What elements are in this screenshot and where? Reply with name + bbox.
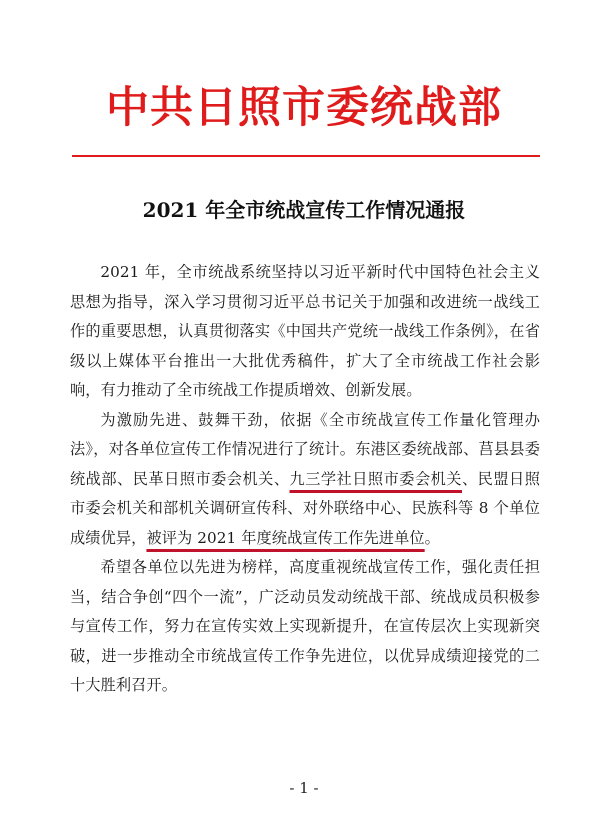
paragraph-3: 希望各单位以先进为榜样，高度重视统战宣传工作，强化责任担当，结合争创“四个一流”，广泛动员发动统战干部、统战成员积极参与宣传工作，努力在宣传实效上实现新提升，在宣传层次上实现新突破，进一步推动全市统战宣传工作争先进位，以优异成绩迎接党的二十大胜利召开。 (70, 558, 540, 694)
paragraph-1: 2021 年，全市统战系统坚持以习近平新时代中国特色社会主义思想为指导，深入学习贯彻习近平总书记关于加强和改进统一战线工作的重要思想，认真贯彻落实《中国共产党统一战线工作条例》，在省级以上媒体平台推出一大批优秀稿件，扩大了全市统战工作社会影响，有力推动了全市统战工作提质增效、创新发展。 (70, 263, 540, 399)
document-title: 2021 年全市统战宣传工作情况通报 (142, 198, 466, 222)
underlined-highlight-2: 被评为 2021 年度统战宣传工作先进单位 (146, 528, 425, 547)
page-number: - 1 - (289, 779, 319, 797)
letterhead-title: 中共日照市委统战部 (106, 83, 502, 133)
paragraph-2-part-c: 。 (424, 528, 440, 547)
underlined-highlight-1: 九三学社日照市委会机关 (289, 469, 462, 488)
document-body (70, 258, 540, 701)
letterhead-divider (72, 155, 540, 157)
paragraph-2-part-b: 、民盟日照市委会机关和部机关调研宣传科、对外联络中心、民族科等 8 个单位成绩优异， (70, 469, 541, 547)
paragraph-2 (70, 406, 540, 554)
paragraph-2-part-a: 为激励先进、鼓舞干劲，依据《全市统战宣传工作量化管理办法》，对各单位宣传工作情况进行了统计。东港区委统战部、莒县县委统战部、民革日照市委会机关、 (70, 410, 540, 488)
